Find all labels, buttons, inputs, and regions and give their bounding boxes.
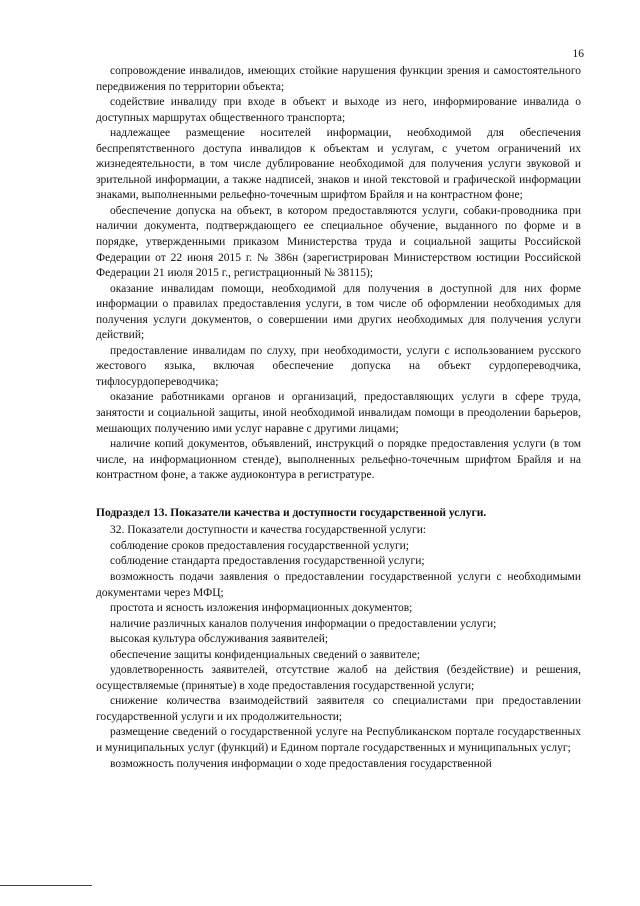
paragraph: простота и ясность изложения информационных документов;: [110, 602, 413, 615]
paragraph: высокая культура обслуживания заявителей;: [110, 633, 329, 646]
paragraph: размещение сведений о государственной услуге на Республиканском портале государственных и муниципальных услуг (функций) и Едином портале государственных и муниципальных услуг;: [96, 726, 581, 754]
paragraph: оказание работниками органов и организаций, предоставляющих услуги в сфере труда, занятости и социальной защиты, иной необходимой инвалидам помощи в преодолении барьеров, мешающих получению ими услуг наравне с другими лицами;: [96, 391, 581, 435]
paragraph: обеспечение допуска на объект, в котором предоставляются услуги, собаки-проводника при наличии документа, подтверждающего ее специальное обучение, выданного по форме и в порядке, утвержденными приказом Министерства труда и социальной защиты Российской Федерации от 22 июня 2015 г. № 386н (зарегистрирован Министерством юстиции Российской Федерации 21 июля 2015 г., регистрационный № 38115);: [96, 204, 581, 280]
paragraph: снижение количества взаимодействий заявителя со специалистами при предоставлении государственной услуги и их продолжительности;: [96, 695, 581, 723]
paragraph: возможность подачи заявления о предоставлении государственной услуги с необходимыми документами через МФЦ;: [96, 570, 581, 599]
document-body: [96, 64, 581, 772]
paragraph: сопровождение инвалидов, имеющих стойкие нарушения функции зрения и самостоятельного передвижения по территории объекта;: [96, 65, 581, 93]
page-number: 16: [572, 48, 584, 60]
paragraph: надлежащее размещение носителей информации, необходимой для обеспечения беспрепятственного доступа инвалидов к объектам и услугам, с учетом ограничений их жизнедеятельности, в том числе дублирование необходимой для получения услуги звуковой и зрительной информации, а также надписей, знаков и иной текстовой и графической информации знаками, выполненными рельефно-точечным шрифтом Брайля и на контрастном фоне;: [96, 127, 581, 202]
paragraph: соблюдение стандарта предоставления государственной услуги;: [110, 555, 425, 568]
paragraph: наличие различных каналов получения информации о предоставлении услуги;: [110, 617, 497, 630]
paragraph: соблюдение сроков предоставления государственной услуги;: [110, 539, 410, 552]
paragraph: обеспечение защиты конфиденциальных сведений о заявителе;: [110, 648, 421, 661]
paragraph: содействие инвалиду при входе в объект и выходе из него, информирование инвалида о доступных маршрутах общественного транспорта;: [96, 96, 581, 124]
paragraph: возможность получения информации о ходе предоставления государственной: [110, 757, 492, 770]
paragraph: наличие копий документов, объявлений, инструкций о порядке предоставления услуги (в том числе, на информационном стенде), выполненных рельефно-точечным шрифтом Брайля и на контрастном фоне, а также аудиоконтура в регистратуре.: [96, 438, 581, 482]
paragraph: 32. Показатели доступности и качества государственной услуги:: [110, 524, 427, 537]
paragraph: предоставление инвалидам по слуху, при необходимости, услуги с использованием русского жестового языка, включая обеспечение допуска на объект сурдопереводчика, тифлосурдопереводчика;: [96, 344, 581, 388]
footer-rule: [0, 885, 92, 886]
section-heading: Подраздел 13. Показатели качества и доступности государственной услуги.: [96, 506, 487, 519]
paragraph: удовлетворенность заявителей, отсутствие жалоб на действия (бездействие) и решения, осуществляемые (принятые) в ходе предоставления государственной услуги;: [96, 664, 581, 692]
paragraph: оказание инвалидам помощи, необходимой для получения в доступной для них форме информации о правилах предоставления услуги, в том числе об оформлении необходимых для получения услуги документов, о совершении ими других необходимых для получения услуги действий;: [96, 282, 581, 342]
